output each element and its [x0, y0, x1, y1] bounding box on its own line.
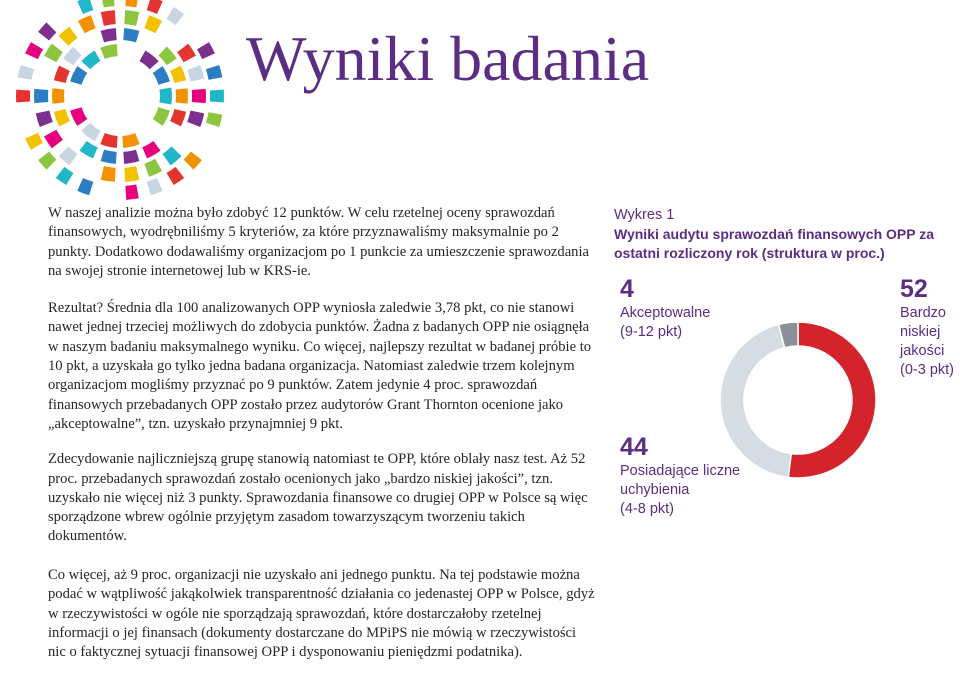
stat-many-errors-label: Posiadające liczne uchybienia [620, 463, 741, 498]
logo-segment [79, 141, 97, 158]
logo-segment [139, 51, 158, 70]
donut-chart [700, 320, 880, 480]
logo-segment [101, 150, 117, 164]
chart-title: Wyniki audytu sprawozdań finansowych OPP za ostatni rozliczony rok (struktura w proc.) [614, 226, 934, 261]
logo-segment [167, 167, 185, 185]
logo-segment [70, 66, 87, 85]
logo-segment [210, 90, 224, 103]
logo-segment [125, 0, 138, 7]
logo-segment [101, 0, 114, 7]
logo-segment [192, 89, 206, 103]
logo-segment [125, 185, 138, 200]
logo-segment [142, 141, 160, 158]
logo-segment [25, 42, 43, 59]
logo-segment [54, 66, 70, 83]
circular-segments-logo-icon [0, 0, 240, 200]
page-title: Wyniki badania [246, 23, 650, 94]
logo-segment [101, 166, 116, 182]
logo-segment [16, 90, 30, 103]
logo-segment [58, 27, 77, 46]
stat-very-low [900, 274, 960, 380]
paragraph-group: Zdecydowanie najliczniejszą grupę stanowią natomiast te OPP, które oblały nasz test. Aż 52 proc. przebadanych sprawozdań zostało ocenionych jako „bardzo niskiej jakości”, tzn. uzyskało nie więcej niż 3 punkty. Sprawozdania finansowe co drugiej OPP w Polsce są więc sporządzone wbrew ogólnie przyjętym zasadom towarzyszącym tworzeniu takich dokumentów. [48, 451, 588, 545]
chart-figure-label: Wykres 1 [614, 207, 675, 223]
stat-very-low-range: (0-3 pkt) [900, 362, 954, 378]
logo-segment [167, 7, 185, 25]
stat-very-low-value: 52 [900, 275, 928, 303]
logo-segment [63, 47, 81, 66]
logo-segment [56, 167, 74, 185]
donut-slice-1 [720, 324, 791, 477]
logo-segment [187, 111, 204, 127]
logo-segment [34, 89, 48, 103]
stat-acceptable-range: (9-12 pkt) [620, 324, 683, 340]
logo-segment [81, 51, 100, 70]
chart-header [614, 206, 954, 263]
logo-segment [101, 10, 116, 26]
stat-many-errors-range: (4-8 pkt) [620, 501, 674, 517]
stat-many-errors-value: 44 [620, 433, 648, 461]
logo-segment [184, 151, 202, 169]
logo-segment [100, 44, 117, 59]
logo-segment [58, 146, 77, 165]
logo-segment [78, 15, 96, 33]
paragraph-result: Rezultat? Średnia dla 100 analizowanych OPP wyniosła zaledwie 3,78 pkt, co nie stanowi nawet jednej trzeciej możliwych do zdobycia punktów. Żadna z badanych OPP nie osiągnęła w naszym badaniu maksymalnego wyniku. Co więcej, najlepszy rezultat w badanej próbie to 10 pkt, a uzyskała go tylko jedna badana organizacja. Natomiast zaledwie trzem kolejnym organizacjom mogliśmy przyznać po 9 punktów. Zatem jedynie 4 proc. sprawozdań finansowych przebadanych OPP zostało przez audytorów Grant Thornton ocenione jako „akceptowalne”, tzn. uzyskało przynajmniej 9 pkt. [48, 300, 592, 432]
logo-segment [122, 133, 139, 148]
logo-segment [101, 28, 117, 42]
logo-segment [197, 42, 215, 59]
logo-segment [144, 159, 162, 177]
logo-segment [54, 109, 70, 126]
paragraph-zero-points: Co więcej, aż 9 proc. organizacji nie uzyskało ani jednego punktu. Na tej podstawie można podać w wątpliwość jakąkolwiek transparentność działania co jedenastej OPP w Polsce, gdyż w rzeczywistości w ogóle nie sporządzają sprawozdań, które dostarczałoby rzetelnej informacji o jej finansach (dokumenty dostarczane do MPiPS nie mówią w rzeczywistości nic o faktycznej sytuacji finansowej OPP i dysponowaniu pieniędzmi podatnika). [48, 567, 595, 661]
logo-segment [147, 0, 163, 14]
logo-segment [159, 47, 177, 66]
article-body [48, 204, 596, 661]
logo-segment [124, 10, 139, 26]
logo-segment [38, 22, 56, 40]
donut-slice-0 [788, 322, 876, 478]
logo-segment [52, 88, 64, 104]
logo-segment [100, 133, 117, 148]
logo-segment [147, 178, 163, 195]
logo-segment [170, 66, 186, 83]
logo-segment [170, 109, 186, 126]
logo-segment [77, 178, 93, 195]
logo-segment [123, 150, 139, 164]
logo-segment [144, 15, 162, 33]
logo-segment [206, 65, 222, 80]
stat-very-low-label: Bardzo niskiej jakości [900, 305, 946, 359]
stat-acceptable-label: Akceptowalne [620, 305, 711, 321]
logo-segment [36, 111, 53, 127]
logo-segment [123, 28, 139, 42]
logo-segment [206, 112, 222, 127]
logo-segment [153, 107, 170, 126]
logo-segment [70, 107, 87, 126]
logo-segment [124, 166, 139, 182]
logo-segment [81, 123, 100, 142]
logo-segment [159, 87, 172, 104]
logo-segment [177, 44, 196, 63]
logo-segment [25, 133, 43, 150]
logo-segment [38, 151, 56, 169]
paragraph-intro: W naszej analizie można było zdobyć 12 punktów. W celu rzetelnej oceny sprawozdań finansowych, wyodrębniliśmy 5 kryteriów, za które przyznawaliśmy maksymalnie po 2 punkty. Dodatkowo dodawaliśmy organizacjom po 1 punkcie za umieszczenie sprawozdania na swojej stronie internetowej lub w KRS-ie. [48, 205, 590, 279]
logo-segment [153, 66, 170, 85]
logo-segment [77, 0, 93, 14]
logo-segment [44, 130, 63, 149]
logo-segment [187, 65, 204, 81]
stat-acceptable [620, 274, 710, 342]
logo-segment [44, 44, 63, 63]
stat-acceptable-value: 4 [620, 275, 634, 303]
logo-segment [18, 65, 34, 80]
logo-segment [176, 88, 188, 104]
logo-segment [162, 146, 181, 165]
